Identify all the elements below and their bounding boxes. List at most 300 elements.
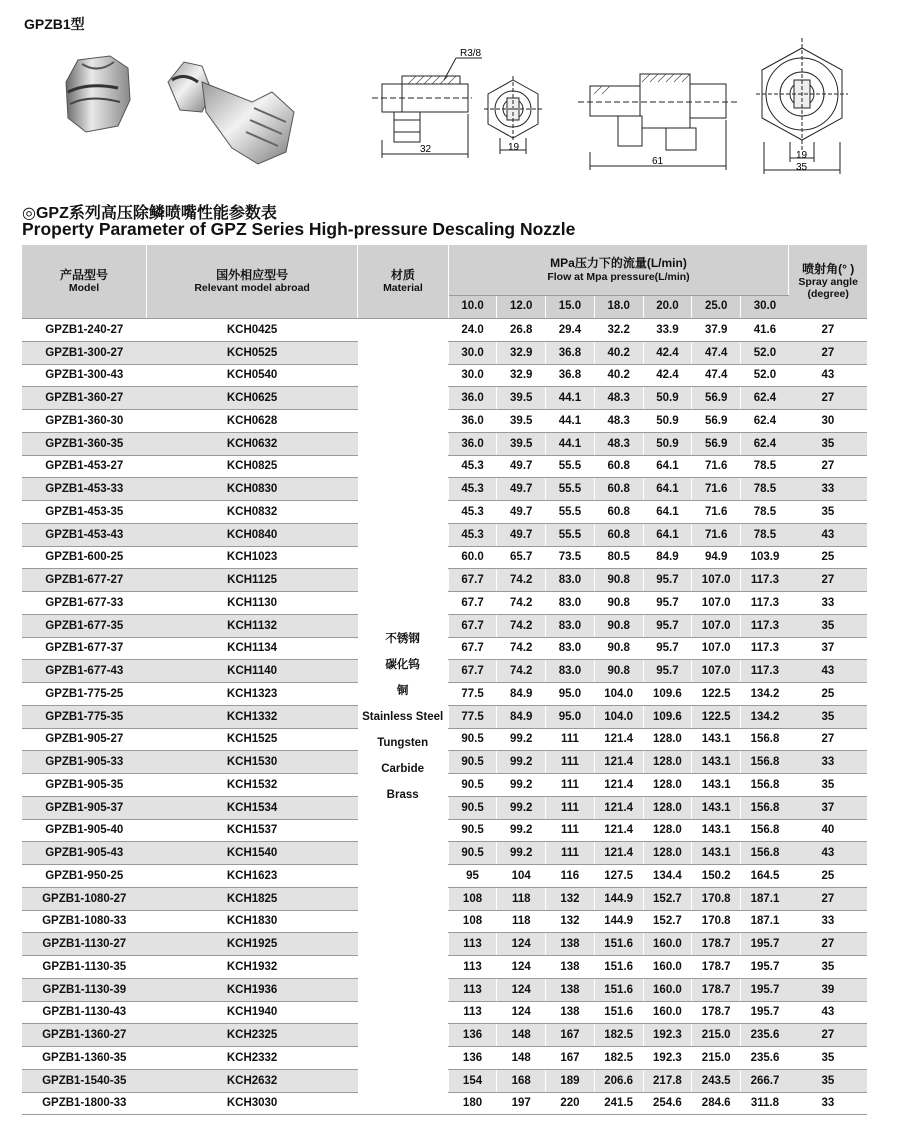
model-cell: GPZB1-453-43 [22, 523, 147, 546]
flow-cell: 217.8 [643, 1069, 692, 1092]
col-flow [448, 245, 789, 296]
col-model-en: Model [68, 282, 100, 295]
flow-cell: 206.6 [594, 1069, 643, 1092]
flow-cell: 215.0 [692, 1024, 741, 1047]
flow-cell: 189 [546, 1069, 595, 1092]
model-cell: GPZB1-300-27 [22, 341, 147, 364]
material-line: 不锈钢 [385, 632, 420, 645]
flow-cell: 170.8 [692, 887, 741, 910]
col-model-cn: 产品型号 [60, 267, 109, 282]
model-cell: GPZB1-905-37 [22, 796, 147, 819]
flow-cell: 45.3 [448, 455, 497, 478]
flow-cell: 45.3 [448, 523, 497, 546]
flow-cell: 113 [448, 956, 497, 979]
flow-cell: 118 [497, 887, 546, 910]
flow-cell: 151.6 [594, 1001, 643, 1024]
abroad-model-cell: KCH2332 [147, 1047, 358, 1070]
material-line: Brass [386, 788, 419, 801]
angle-cell: 43 [789, 1001, 867, 1024]
flow-cell: 160.0 [643, 1001, 692, 1024]
flow-cell: 111 [546, 774, 595, 797]
angle-cell: 33 [789, 592, 867, 615]
model-cell: GPZB1-453-27 [22, 455, 147, 478]
flow-cell: 235.6 [741, 1047, 789, 1070]
angle-cell: 37 [789, 796, 867, 819]
flow-cell: 111 [546, 819, 595, 842]
flow-cell: 156.8 [741, 751, 789, 774]
flow-cell: 116 [546, 865, 595, 888]
flow-cell: 103.9 [741, 546, 789, 569]
pressure-header: 10.0 [448, 296, 497, 319]
flow-cell: 160.0 [643, 933, 692, 956]
flow-cell: 90.5 [448, 819, 497, 842]
flow-cell: 90.8 [594, 660, 643, 683]
flow-cell: 30.0 [448, 341, 497, 364]
model-cell: GPZB1-775-25 [22, 683, 147, 706]
flow-cell: 99.2 [497, 728, 546, 751]
flow-cell: 67.7 [448, 614, 497, 637]
flow-cell: 284.6 [692, 1092, 741, 1115]
model-cell: GPZB1-453-35 [22, 501, 147, 524]
model-cell: GPZB1-905-35 [22, 774, 147, 797]
flow-cell: 121.4 [594, 842, 643, 865]
abroad-model-cell: KCH0825 [147, 455, 358, 478]
model-cell: GPZB1-360-35 [22, 432, 147, 455]
pressure-header: 30.0 [741, 296, 789, 319]
flow-cell: 64.1 [643, 478, 692, 501]
angle-cell: 35 [789, 432, 867, 455]
flow-cell: 74.2 [497, 660, 546, 683]
flow-cell: 47.4 [692, 364, 741, 387]
abroad-model-cell: KCH0632 [147, 432, 358, 455]
flow-cell: 62.4 [741, 410, 789, 433]
angle-cell: 35 [789, 501, 867, 524]
flow-cell: 182.5 [594, 1047, 643, 1070]
flow-cell: 113 [448, 978, 497, 1001]
flow-cell: 132 [546, 910, 595, 933]
flow-cell: 121.4 [594, 728, 643, 751]
flow-cell: 151.6 [594, 956, 643, 979]
flow-cell: 138 [546, 956, 595, 979]
flow-cell: 74.2 [497, 614, 546, 637]
angle-cell: 27 [789, 887, 867, 910]
abroad-model-cell: KCH1940 [147, 1001, 358, 1024]
angle-cell: 35 [789, 956, 867, 979]
model-cell: GPZB1-950-25 [22, 865, 147, 888]
flow-cell: 74.2 [497, 592, 546, 615]
flow-cell: 56.9 [692, 410, 741, 433]
flow-cell: 49.7 [497, 455, 546, 478]
dim-35: 35 [796, 162, 808, 173]
flow-cell: 67.7 [448, 569, 497, 592]
flow-cell: 136 [448, 1047, 497, 1070]
flow-cell: 128.0 [643, 842, 692, 865]
flow-cell: 95.7 [643, 569, 692, 592]
angle-cell: 33 [789, 751, 867, 774]
flow-cell: 128.0 [643, 819, 692, 842]
flow-cell: 182.5 [594, 1024, 643, 1047]
abroad-model-cell: KCH1023 [147, 546, 358, 569]
col-material [358, 245, 449, 319]
flow-cell: 48.3 [594, 410, 643, 433]
flow-cell: 143.1 [692, 819, 741, 842]
table-row [22, 319, 867, 342]
flow-cell: 156.8 [741, 728, 789, 751]
flow-cell: 99.2 [497, 819, 546, 842]
flow-cell: 74.2 [497, 569, 546, 592]
col-angle-en1: Spray angle [798, 276, 858, 289]
flow-cell: 78.5 [741, 523, 789, 546]
flow-cell: 60.8 [594, 523, 643, 546]
flow-cell: 60.8 [594, 455, 643, 478]
flow-cell: 84.9 [497, 705, 546, 728]
flow-cell: 90.8 [594, 569, 643, 592]
flow-cell: 95.0 [546, 705, 595, 728]
flow-cell: 44.1 [546, 432, 595, 455]
flow-cell: 128.0 [643, 751, 692, 774]
flow-cell: 215.0 [692, 1047, 741, 1070]
angle-cell: 27 [789, 319, 867, 342]
flow-cell: 26.8 [497, 319, 546, 342]
flow-cell: 56.9 [692, 387, 741, 410]
model-cell: GPZB1-240-27 [22, 319, 147, 342]
flow-cell: 36.0 [448, 410, 497, 433]
angle-cell: 43 [789, 660, 867, 683]
flow-cell: 67.7 [448, 637, 497, 660]
abroad-model-cell: KCH0425 [147, 319, 358, 342]
flow-cell: 143.1 [692, 751, 741, 774]
flow-cell: 121.4 [594, 751, 643, 774]
flow-cell: 84.9 [497, 683, 546, 706]
flow-cell: 32.9 [497, 341, 546, 364]
angle-cell: 27 [789, 569, 867, 592]
flow-cell: 55.5 [546, 455, 595, 478]
pressure-header: 20.0 [643, 296, 692, 319]
flow-cell: 109.6 [643, 705, 692, 728]
flow-cell: 122.5 [692, 705, 741, 728]
flow-cell: 50.9 [643, 387, 692, 410]
flow-cell: 104.0 [594, 683, 643, 706]
angle-cell: 27 [789, 933, 867, 956]
flow-cell: 77.5 [448, 683, 497, 706]
flow-cell: 48.3 [594, 387, 643, 410]
flow-cell: 113 [448, 933, 497, 956]
flow-cell: 124 [497, 1001, 546, 1024]
flow-cell: 192.3 [643, 1047, 692, 1070]
nozzle-photo [58, 52, 136, 136]
dim-61: 61 [652, 156, 664, 167]
flow-cell: 55.5 [546, 501, 595, 524]
pressure-header: 15.0 [546, 296, 595, 319]
model-cell: GPZB1-677-37 [22, 637, 147, 660]
abroad-model-cell: KCH2325 [147, 1024, 358, 1047]
flow-cell: 47.4 [692, 341, 741, 364]
flow-cell: 45.3 [448, 478, 497, 501]
model-cell: GPZB1-600-25 [22, 546, 147, 569]
flow-cell: 197 [497, 1092, 546, 1115]
flow-cell: 62.4 [741, 432, 789, 455]
flow-cell: 168 [497, 1069, 546, 1092]
abroad-model-cell: KCH0832 [147, 501, 358, 524]
flow-cell: 311.8 [741, 1092, 789, 1115]
flow-cell: 187.1 [741, 887, 789, 910]
flow-cell: 32.2 [594, 319, 643, 342]
flow-cell: 111 [546, 751, 595, 774]
flow-cell: 117.3 [741, 637, 789, 660]
flow-cell: 117.3 [741, 660, 789, 683]
flow-cell: 107.0 [692, 614, 741, 637]
flow-cell: 266.7 [741, 1069, 789, 1092]
flow-cell: 84.9 [643, 546, 692, 569]
angle-cell: 27 [789, 728, 867, 751]
flow-cell: 60.8 [594, 501, 643, 524]
flow-cell: 37.9 [692, 319, 741, 342]
flow-cell: 143.1 [692, 728, 741, 751]
flow-cell: 109.6 [643, 683, 692, 706]
flow-cell: 195.7 [741, 1001, 789, 1024]
flow-cell: 99.2 [497, 796, 546, 819]
model-cell: GPZB1-1800-33 [22, 1092, 147, 1115]
flow-cell: 134.2 [741, 683, 789, 706]
flow-cell: 99.2 [497, 842, 546, 865]
flow-cell: 132 [546, 887, 595, 910]
assembly-photo [162, 52, 300, 168]
abroad-model-cell: KCH2632 [147, 1069, 358, 1092]
model-cell: GPZB1-1080-27 [22, 887, 147, 910]
flow-cell: 30.0 [448, 364, 497, 387]
flow-cell: 178.7 [692, 978, 741, 1001]
model-cell: GPZB1-1130-27 [22, 933, 147, 956]
flow-cell: 49.7 [497, 478, 546, 501]
flow-cell: 108 [448, 910, 497, 933]
flow-cell: 44.1 [546, 410, 595, 433]
flow-cell: 108 [448, 887, 497, 910]
flow-cell: 104 [497, 865, 546, 888]
flow-cell: 134.2 [741, 705, 789, 728]
flow-cell: 67.7 [448, 660, 497, 683]
angle-cell: 35 [789, 614, 867, 637]
flow-cell: 40.2 [594, 341, 643, 364]
flow-cell: 90.8 [594, 614, 643, 637]
abroad-model-cell: KCH1525 [147, 728, 358, 751]
dim-19: 19 [508, 142, 520, 153]
model-cell: GPZB1-1130-35 [22, 956, 147, 979]
flow-cell: 180 [448, 1092, 497, 1115]
abroad-model-cell: KCH1825 [147, 887, 358, 910]
col-material-en: Material [383, 282, 423, 295]
dim-32: 32 [420, 144, 432, 155]
flow-cell: 60.8 [594, 478, 643, 501]
flow-cell: 134.4 [643, 865, 692, 888]
angle-cell: 27 [789, 1024, 867, 1047]
flow-cell: 156.8 [741, 796, 789, 819]
col-abroad-en: Relevant model abroad [194, 282, 310, 295]
flow-cell: 170.8 [692, 910, 741, 933]
angle-cell: 43 [789, 364, 867, 387]
model-cell: GPZB1-905-43 [22, 842, 147, 865]
abroad-model-cell: KCH0830 [147, 478, 358, 501]
flow-cell: 40.2 [594, 364, 643, 387]
flow-cell: 42.4 [643, 364, 692, 387]
model-cell: GPZB1-677-43 [22, 660, 147, 683]
flow-cell: 99.2 [497, 774, 546, 797]
abroad-model-cell: KCH1623 [147, 865, 358, 888]
angle-cell: 27 [789, 341, 867, 364]
model-cell: GPZB1-905-33 [22, 751, 147, 774]
spec-table [22, 245, 867, 1115]
flow-cell: 152.7 [643, 887, 692, 910]
heading-cn: ◎GPZ系列高压除鳞喷嘴性能参数表 [22, 205, 277, 222]
flow-cell: 33.9 [643, 319, 692, 342]
angle-cell: 33 [789, 1092, 867, 1115]
flow-cell: 138 [546, 933, 595, 956]
material-line: 碳化钨 [385, 658, 420, 671]
flow-cell: 39.5 [497, 387, 546, 410]
flow-cell: 77.5 [448, 705, 497, 728]
dim-19b: 19 [796, 150, 808, 161]
flow-cell: 42.4 [643, 341, 692, 364]
flow-cell: 73.5 [546, 546, 595, 569]
flow-cell: 122.5 [692, 683, 741, 706]
flow-cell: 143.1 [692, 796, 741, 819]
flow-cell: 32.9 [497, 364, 546, 387]
angle-cell: 35 [789, 774, 867, 797]
flow-cell: 65.7 [497, 546, 546, 569]
flow-cell: 90.5 [448, 751, 497, 774]
flow-cell: 44.1 [546, 387, 595, 410]
col-angle [789, 245, 867, 319]
material-cell [358, 319, 449, 1115]
material-line: Stainless Steel [362, 710, 444, 723]
model-cell: GPZB1-677-33 [22, 592, 147, 615]
flow-cell: 50.9 [643, 410, 692, 433]
abroad-model-cell: KCH1134 [147, 637, 358, 660]
flow-cell: 90.5 [448, 842, 497, 865]
model-cell: GPZB1-453-33 [22, 478, 147, 501]
col-angle-cn: 喷射角(° ) [802, 261, 855, 276]
angle-cell: 33 [789, 910, 867, 933]
nozzle-side-drawing [372, 44, 482, 164]
flow-cell: 127.5 [594, 865, 643, 888]
flow-cell: 67.7 [448, 592, 497, 615]
flow-cell: 152.7 [643, 910, 692, 933]
flow-cell: 195.7 [741, 933, 789, 956]
abroad-model-cell: KCH0628 [147, 410, 358, 433]
flow-cell: 55.5 [546, 478, 595, 501]
flow-cell: 48.3 [594, 432, 643, 455]
abroad-model-cell: KCH3030 [147, 1092, 358, 1115]
flow-cell: 143.1 [692, 842, 741, 865]
flow-cell: 220 [546, 1092, 595, 1115]
col-model [22, 245, 147, 319]
flow-cell: 138 [546, 978, 595, 1001]
flow-cell: 71.6 [692, 478, 741, 501]
flow-cell: 144.9 [594, 887, 643, 910]
material-line: Tungsten Carbide [377, 736, 429, 775]
flow-cell: 121.4 [594, 774, 643, 797]
flow-cell: 95.0 [546, 683, 595, 706]
model-title: GPZB1型 [24, 16, 85, 32]
col-material-cn: 材质 [390, 267, 415, 282]
angle-cell: 35 [789, 1047, 867, 1070]
abroad-model-cell: KCH0840 [147, 523, 358, 546]
model-cell: GPZB1-300-43 [22, 364, 147, 387]
flow-cell: 144.9 [594, 910, 643, 933]
flow-cell: 90.5 [448, 728, 497, 751]
abroad-model-cell: KCH1540 [147, 842, 358, 865]
flow-cell: 111 [546, 842, 595, 865]
flow-cell: 117.3 [741, 569, 789, 592]
flow-cell: 39.5 [497, 432, 546, 455]
flow-cell: 111 [546, 728, 595, 751]
flow-cell: 55.5 [546, 523, 595, 546]
model-cell: GPZB1-1130-43 [22, 1001, 147, 1024]
flow-cell: 156.8 [741, 774, 789, 797]
flow-cell: 136 [448, 1024, 497, 1047]
angle-cell: 25 [789, 865, 867, 888]
flow-cell: 83.0 [546, 660, 595, 683]
abroad-model-cell: KCH1925 [147, 933, 358, 956]
flow-cell: 94.9 [692, 546, 741, 569]
angle-cell: 27 [789, 455, 867, 478]
angle-cell: 37 [789, 637, 867, 660]
flow-cell: 254.6 [643, 1092, 692, 1115]
flow-cell: 49.7 [497, 501, 546, 524]
assembly-end-drawing [752, 38, 852, 178]
flow-cell: 148 [497, 1024, 546, 1047]
model-cell: GPZB1-1080-33 [22, 910, 147, 933]
model-cell: GPZB1-677-27 [22, 569, 147, 592]
flow-cell: 45.3 [448, 501, 497, 524]
angle-cell: 43 [789, 523, 867, 546]
model-cell: GPZB1-360-30 [22, 410, 147, 433]
flow-cell: 121.4 [594, 796, 643, 819]
abroad-model-cell: KCH1130 [147, 592, 358, 615]
abroad-model-cell: KCH1534 [147, 796, 358, 819]
flow-cell: 160.0 [643, 978, 692, 1001]
angle-cell: 25 [789, 683, 867, 706]
angle-cell: 25 [789, 546, 867, 569]
flow-cell: 128.0 [643, 774, 692, 797]
pressure-header: 12.0 [497, 296, 546, 319]
flow-cell: 90.8 [594, 637, 643, 660]
flow-cell: 71.6 [692, 501, 741, 524]
flow-cell: 74.2 [497, 637, 546, 660]
flow-cell: 71.6 [692, 455, 741, 478]
model-cell: GPZB1-1130-39 [22, 978, 147, 1001]
col-abroad [147, 245, 358, 319]
flow-cell: 24.0 [448, 319, 497, 342]
flow-cell: 71.6 [692, 523, 741, 546]
model-cell: GPZB1-677-35 [22, 614, 147, 637]
flow-cell: 117.3 [741, 614, 789, 637]
flow-cell: 83.0 [546, 614, 595, 637]
angle-cell: 43 [789, 842, 867, 865]
flow-cell: 195.7 [741, 956, 789, 979]
flow-cell: 148 [497, 1047, 546, 1070]
nozzle-end-drawing [482, 76, 544, 158]
flow-cell: 95.7 [643, 660, 692, 683]
abroad-model-cell: KCH1125 [147, 569, 358, 592]
flow-cell: 104.0 [594, 705, 643, 728]
flow-cell: 178.7 [692, 1001, 741, 1024]
abroad-model-cell: KCH1936 [147, 978, 358, 1001]
model-cell: GPZB1-905-40 [22, 819, 147, 842]
pressure-header: 18.0 [594, 296, 643, 319]
heading-en: Property Parameter of GPZ Series High-pressure Descaling Nozzle [22, 219, 576, 239]
flow-cell: 178.7 [692, 933, 741, 956]
flow-cell: 156.8 [741, 819, 789, 842]
